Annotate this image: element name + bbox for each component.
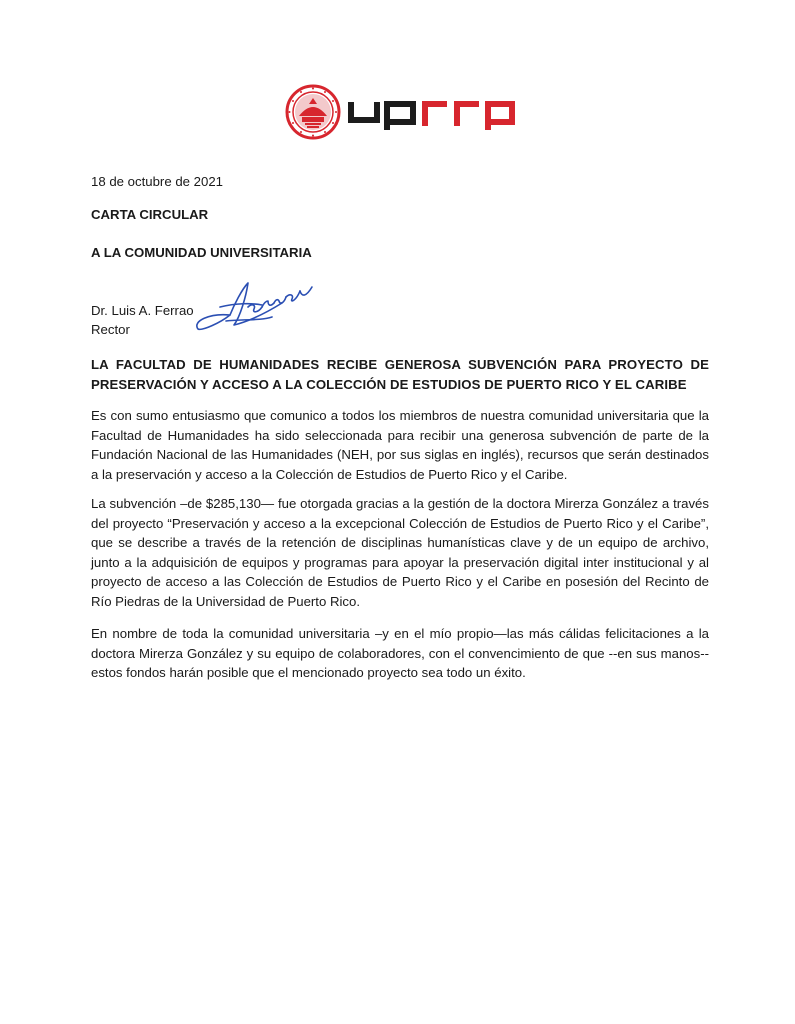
body-paragraph-2: La subvención –de $285,130— fue otorgada gracias a la gestión de la doctora Mirerza González a través del proyecto “Preservación y acceso a la excepcional Colección de Estudios de Puerto Rico y el Caribe”, que se describe a través de la retención de disciplinas humanísticas clave y de un equipo de archivo, junto a la adquisición de equipos y programas para apoyar la preservación digital inter institucional y al proyecto de acceso a las Colección de Estudios de Puerto Rico y el Caribe en posesión del Recinto de Río Piedras de la Universidad de Puerto Rico. <box>91 496 709 609</box>
university-seal-icon <box>285 84 341 140</box>
sender-title: Rector <box>91 322 130 337</box>
sender-block <box>91 301 709 339</box>
sender-name: Dr. Luis A. Ferrao <box>91 303 194 318</box>
body-paragraph-3: En nombre de toda la comunidad universitaria –y en el mío propio—las más cálidas felicitaciones a la doctora Mirerza González y su equipo de colaboradores, con el convencimiento de que --en sus manos-- estos fondos harán posible que el mencionado proyecto sea todo un éxito. <box>91 626 709 680</box>
letter-subject: LA FACULTAD DE HUMANIDADES RECIBE GENEROSA SUBVENCIÓN PARA PROYECTO DE PRESERVACIÓN Y ACCESO A LA COLECCIÓN DE ESTUDIOS DE PUERTO RICO Y EL CARIBE <box>91 357 709 392</box>
letter-recipient: A LA COMUNIDAD UNIVERSITARIA <box>91 245 312 260</box>
letter-date: 18 de octubre de 2021 <box>91 174 223 189</box>
uprrp-logo <box>285 84 515 140</box>
uprrp-wordmark <box>347 98 515 130</box>
rector-signature <box>190 277 325 335</box>
letter-type: CARTA CIRCULAR <box>91 207 209 222</box>
body-paragraph-1: Es con sumo entusiasmo que comunico a todos los miembros de nuestra comunidad universitaria que la Facultad de Humanidades ha sido seleccionada para recibir una generosa subvención de parte de la Fundación Nacional de las Humanidades (NEH, por sus siglas en inglés), recursos que serán destinados a la preservación y acceso a la Colección de Estudios de Puerto Rico y el Caribe. <box>91 408 709 482</box>
